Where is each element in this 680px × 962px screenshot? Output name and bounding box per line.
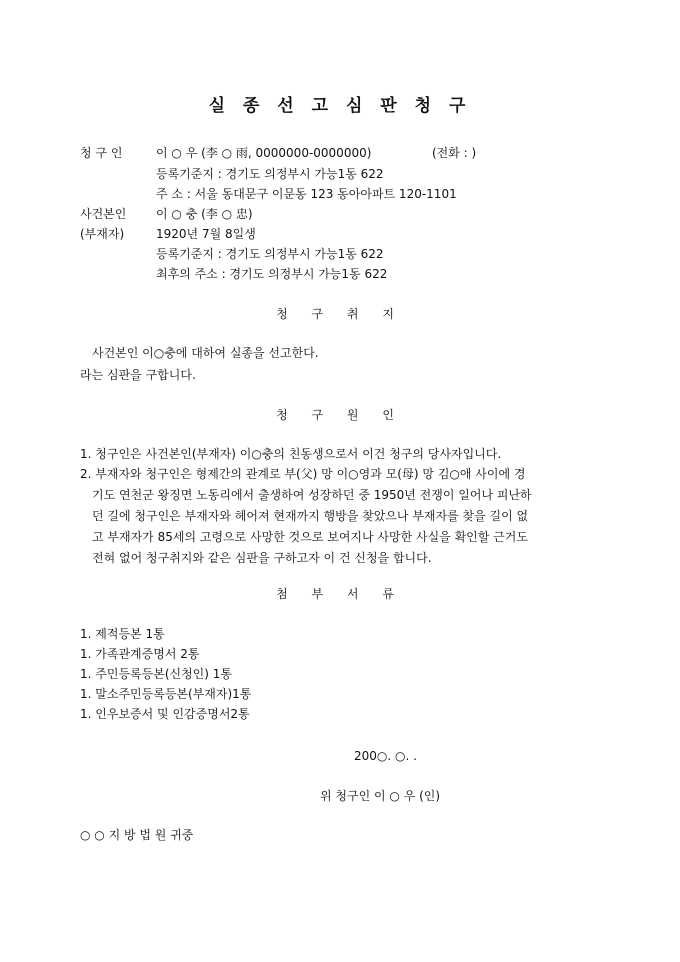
cause-heading: 청 구 원 인 xyxy=(276,408,404,422)
missing-person-reg-address: 등록기준지 : 경기도 의정부시 가능1동 622 xyxy=(156,247,384,261)
missing-person-role: (부재자) xyxy=(80,227,125,241)
cause-item-2-line: 전혀 없어 청구취지와 같은 심판을 구하고자 이 건 신청을 합니다. xyxy=(92,551,432,565)
purpose-heading: 청 구 취 지 xyxy=(276,307,404,321)
missing-person-last-address: 최후의 주소 : 경기도 의정부시 가능1동 622 xyxy=(156,267,388,281)
applicant-label: 청 구 인 xyxy=(80,146,123,160)
attachment-item: 1. 주민등록등본(신청인) 1통 xyxy=(80,667,232,681)
attachment-item: 1. 제적등본 1통 xyxy=(80,627,165,641)
applicant-name: 이 ○ 우 (李 ○ 雨, 0000000-0000000) xyxy=(156,146,372,160)
applicant-phone: (전화 : ) xyxy=(432,146,477,160)
applicant-address: 주 소 : 서울 동대문구 이문동 123 동아아파트 120-1101 xyxy=(156,187,457,201)
cause-item-2-line: 기도 연천군 왕징면 노동리에서 출생하여 성장하던 중 1950년 전쟁이 일어나 피난하 xyxy=(92,488,532,502)
applicant-reg-address: 등록기준지 : 경기도 의정부시 가능1동 622 xyxy=(156,167,384,181)
cause-item-2-line: 고 부재자가 85세의 고령으로 사망한 것으로 보여지나 사망한 사실을 확인할 근거도 xyxy=(92,530,528,544)
purpose-line-2: 라는 심판을 구합니다. xyxy=(80,368,196,382)
signature-line: 위 청구인 이 ○ 우 (인) xyxy=(320,789,441,803)
missing-person-name: 이 ○ 충 (李 ○ 忠) xyxy=(156,207,253,221)
document-date: 200○. ○. . xyxy=(354,749,417,763)
document-title: 실 종 선 고 심 판 청 구 xyxy=(208,96,472,116)
attachments-heading: 첨 부 서 류 xyxy=(276,587,404,601)
attachment-item: 1. 인우보증서 및 인감증명서2통 xyxy=(80,707,250,721)
cause-item-2-line: 2. 부재자와 청구인은 형제간의 관계로 부(父) 망 이○영과 모(母) 망 김○애 사이에 경 xyxy=(80,467,526,481)
cause-item-1: 1. 청구인은 사건본인(부재자) 이○충의 친동생으로서 이건 청구의 당사자입니다. xyxy=(80,447,502,461)
attachment-item: 1. 말소주민등록등본(부재자)1통 xyxy=(80,687,252,701)
attachment-item: 1. 가족관계증명서 2통 xyxy=(80,647,200,661)
missing-person-label: 사건본인 xyxy=(80,207,127,221)
cause-item-2-line: 던 길에 청구인은 부재자와 헤어져 현재까지 행방을 찾았으나 부재자를 찾을 길이 없 xyxy=(92,509,529,523)
missing-person-birth: 1920년 7월 8일생 xyxy=(156,227,256,241)
purpose-line-1: 사건본인 이○충에 대하여 실종을 선고한다. xyxy=(92,346,319,360)
court-addressee: ○ ○ 지 방 법 원 귀중 xyxy=(80,828,194,842)
